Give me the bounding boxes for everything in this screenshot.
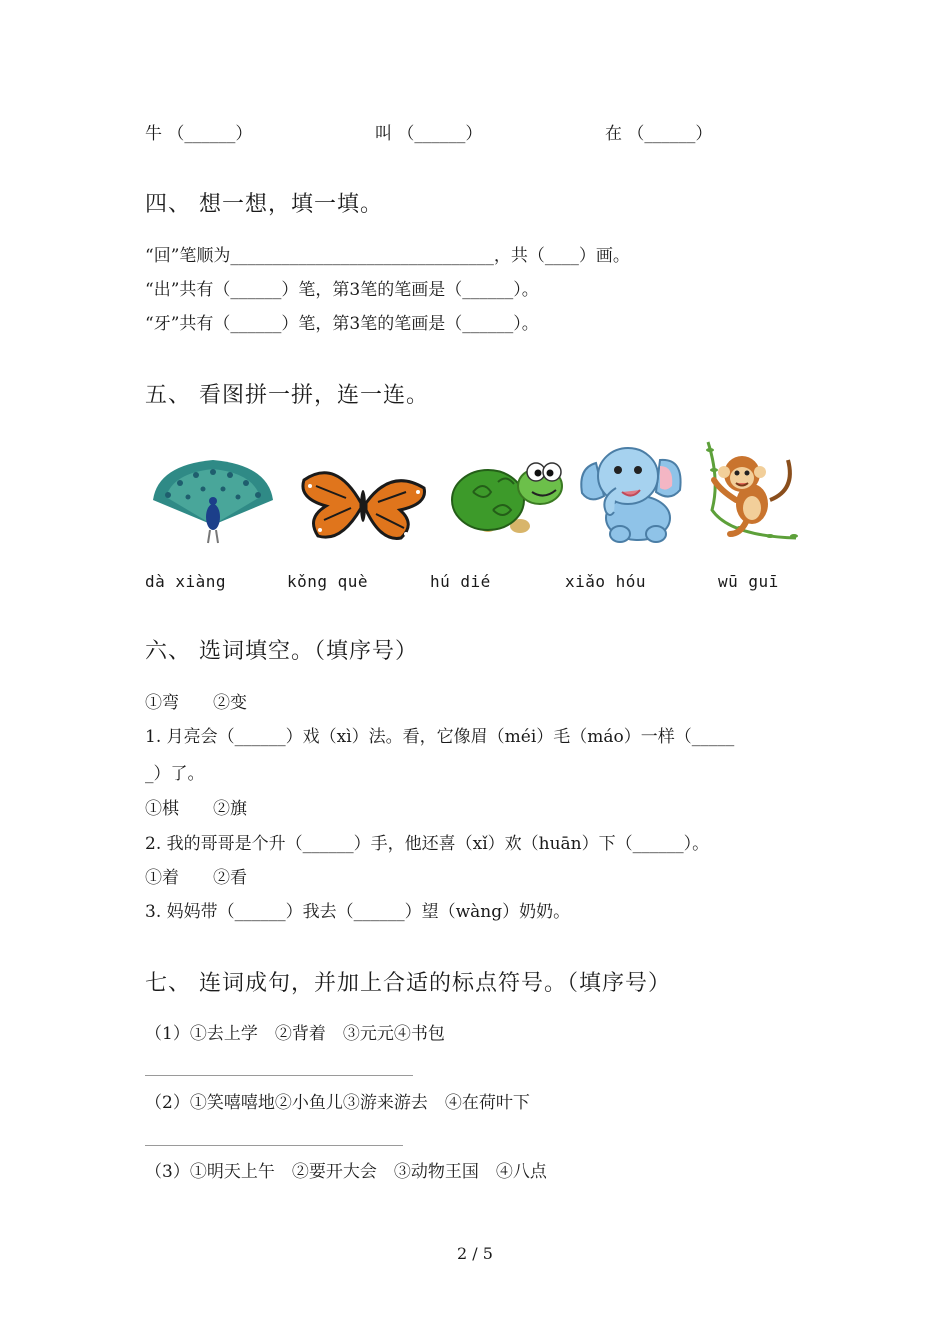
- section4-line-3: “牙”共有（______）笔，第3笔的笔画是（______）。: [145, 314, 539, 334]
- top-row-item-jiao: 叫 （______）: [375, 124, 483, 144]
- section6-options-1: ①弯 ②变: [145, 693, 247, 713]
- section7-heading: 七、 连词成句，并加上合适的标点符号。（填序号）: [145, 971, 671, 996]
- turtle-icon: [448, 452, 566, 540]
- top-row-item-niu: 牛 （______）: [145, 124, 253, 144]
- answer-line-2: [145, 1145, 403, 1146]
- section6-question-1-cont: _）了。: [145, 764, 205, 784]
- elephant-icon: [576, 438, 688, 546]
- monkey-icon: [700, 440, 800, 544]
- section6-heading: 六、 选词填空。（填序号）: [145, 639, 418, 664]
- section6-question-2: 2. 我的哥哥是个升（______）手，他还喜（xǐ）欢（huān）下（______）。: [145, 834, 710, 854]
- section6-options-2: ①棋 ②旗: [145, 799, 247, 819]
- butterfly-icon: [296, 458, 431, 548]
- section5-heading: 五、 看图拼一拼，连一连。: [145, 383, 429, 408]
- pinyin-1: dà xiàng: [145, 572, 227, 591]
- section4-line-1: “回”笔顺为_______________________________，共（____）画。: [145, 246, 630, 266]
- section7-item-1: （1）①去上学 ②背着 ③元元④书包: [145, 1024, 445, 1044]
- top-row-item-zai: 在 （______）: [605, 124, 713, 144]
- page-number: 2 / 5: [457, 1244, 493, 1263]
- pinyin-3: hú dié: [430, 572, 491, 591]
- answer-line-1: [145, 1075, 413, 1076]
- section4-line-2: “出”共有（______）笔，第3笔的笔画是（______）。: [145, 280, 539, 300]
- pinyin-5: wū guī: [718, 572, 779, 591]
- section4-heading: 四、 想一想，填一填。: [145, 192, 383, 217]
- section6-question-3: 3. 妈妈带（______）我去（______）望（wàng）奶奶。: [145, 902, 571, 922]
- section6-options-3: ①着 ②看: [145, 868, 247, 888]
- pinyin-2: kǒng què: [287, 572, 369, 591]
- peacock-icon: [148, 455, 278, 545]
- section7-item-3: （3）①明天上午 ②要开大会 ③动物王国 ④八点: [145, 1162, 547, 1182]
- section6-question-1: 1. 月亮会（______）戏（xì）法。看，它像眉（méi）毛（máo）一样（_____: [145, 727, 735, 747]
- section7-item-2: （2）①笑嘻嘻地②小鱼儿③游来游去 ④在荷叶下: [145, 1093, 530, 1113]
- pinyin-4: xiǎo hóu: [565, 572, 647, 591]
